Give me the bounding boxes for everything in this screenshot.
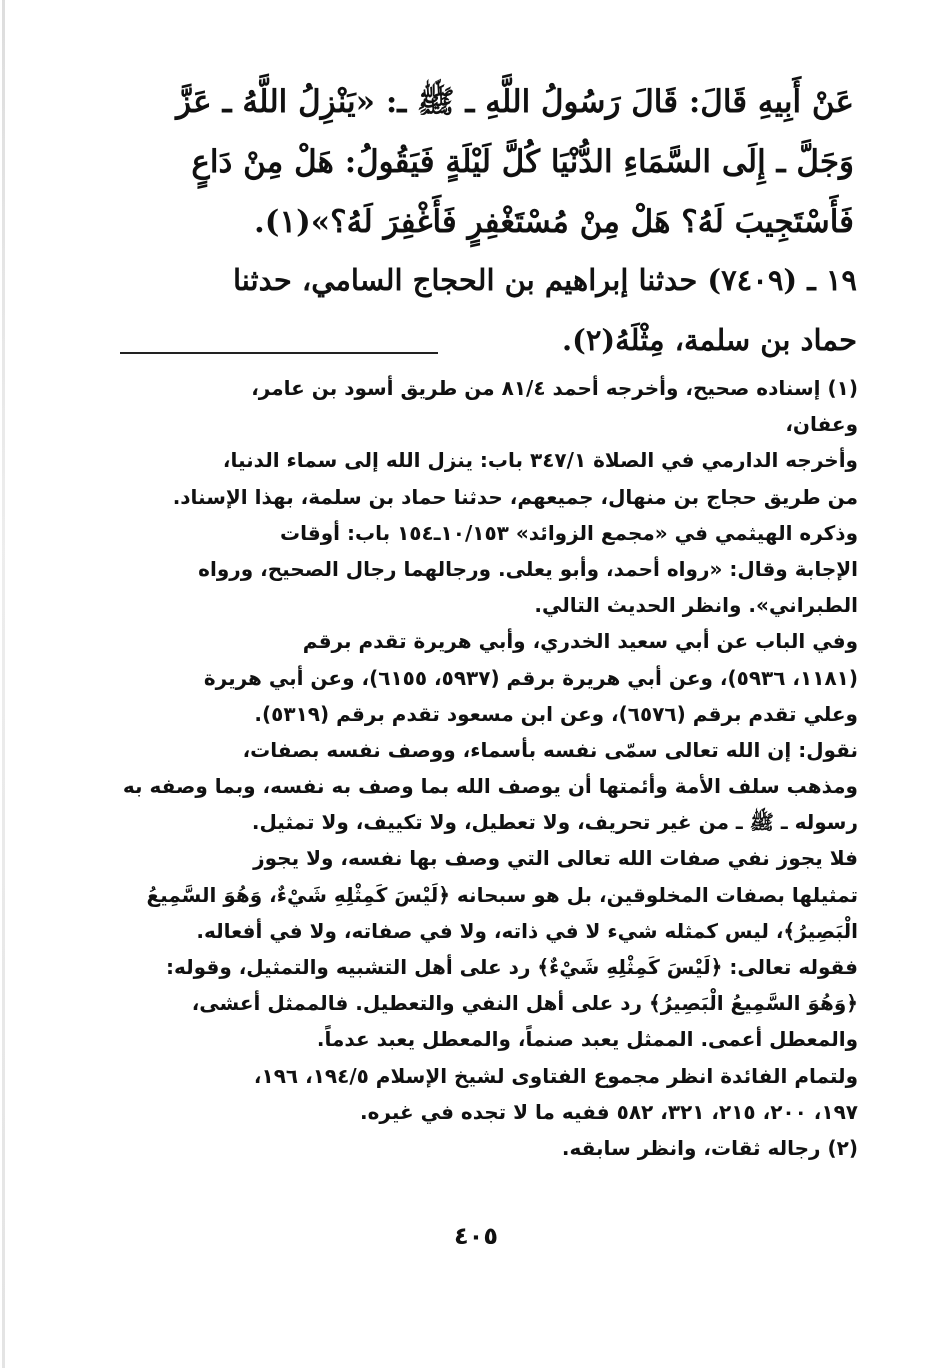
footnote-line: تمثيلها بصفات المخلوقين، بل هو سبحانه ﴿لَيْسَ كَمِثْلِهِ شَيْءٌ، وَهُوَ السَّمِيعُ [146,882,858,907]
footnote-line: الإجابة وقال: «رواه أحمد، وأبو يعلى. ورجالهما رجال الصحيح، ورواه [198,556,858,581]
narration-line: ١٩ ـ (٧٤٠٩) حدثنا إبراهيم بن الحجاج السامي، حدثنا [232,263,857,297]
footnote-line: وأخرجه الدارمي في الصلاة ٣٤٧/١ باب: ينزل الله إلى سماء الدنيا، [222,448,858,473]
footnote-line: وعلي تقدم برقم (٦٥٧٦)، وعن ابن مسعود تقدم برقم (٥٣١٩). [254,701,858,726]
footnote-line: الْبَصِيرُ﴾، ليس كمثله شيء لا في ذاته، ولا في صفاته، ولا في أفعاله. [196,918,858,943]
footnotes-section [118,370,858,1166]
footnote-line: ومذهب سلف الأمة وأئمتها أن يوصف الله بما وصف به نفسه، وبما وصفه به [122,774,858,799]
hadith-line: فَأَسْتَجِيبَ لَهُ؟ هَلْ مِنْ مُسْتَغْفِرٍ فَأَغْفِرَ لَهُ؟»(١). [253,204,854,240]
footnote-line: الطبراني». وانظر الحديث التالي. [534,593,858,618]
hadith-line: وَجَلَّ ـ إِلَى السَّمَاءِ الدُّنْيَا كُلَّ لَيْلَةٍ فَيَقُولُ: هَلْ مِنْ دَاعٍ [191,144,854,180]
footnote-line: رسوله ـ ﷺ ـ من غير تحريف، ولا تعطيل، ولا تكييف، ولا تمثيل. [251,810,858,835]
footnote-line: وذكره الهيثمي في «مجمع الزوائد» ١٠/١٥٣ـ١٥٤ باب: أوقات [280,520,858,545]
footnote-line: (١١٨١، ٥٩٣٦)، وعن أبي هريرة برقم (٥٩٣٧، ٦١٥٥)، وعن أبي هريرة [203,665,858,690]
narration-line: حماد بن سلمة، مِثْلَهُ(٢). [561,323,857,357]
hadith-text [140,72,854,252]
page-number: ٤٠٥ [454,1222,498,1250]
scan-edge-shadow [2,0,5,1368]
footnote-line: فلا يجوز نفي صفات الله تعالى التي وصف بها نفسه، ولا يجوز [253,846,858,871]
footnote-line: (٢) رجاله ثقات، وانظر سابقه. [561,1135,858,1160]
footnote-line: والمعطل أعمى. الممثل يعبد صنماً، والمعطل يعبد عدماً. [316,1027,858,1052]
footnote-line: فقوله تعالى: ﴿لَيْسَ كَمِثْلِهِ شَيْءٌ﴾ رد على أهل التشبيه والتمثيل، وقوله: [166,955,858,979]
hadith-line: عَنْ أَبِيهِ قَالَ: قَالَ رَسُولُ اللَّهِ ـ ﷺ ـ: «يَنْزِلُ اللَّهُ ـ عَزَّ [176,84,854,120]
footnote-line: ﴿وَهُوَ السَّمِيعُ الْبَصِيرُ﴾ رد على أهل النفي والتعطيل. فالممثل أعشى، [191,991,858,1016]
footnote-line: من طريق حجاج بن منهال، جميعهم، حدثنا حماد بن سلمة، بهذا الإسناد. [172,484,858,509]
footnote-line: ١٩٧، ٢٠٠، ٢١٥، ٣٢١، ٥٨٢ ففيه ما لا تجده في غيره. [359,1099,858,1124]
footnote-line: وفي الباب عن أبي سعيد الخدري، وأبي هريرة تقدم برقم [302,629,858,654]
footnote-line: نقول: إن الله تعالى سمّى نفسه بأسماء، ووصف نفسه بصفات، [242,737,858,762]
footnote-line: ولتمام الفائدة انظر مجموع الفتاوى لشيخ الإسلام ١٩٤/٥، ١٩٦، [253,1063,858,1088]
footnote-line: (١) إسناده صحيح، وأخرجه أحمد ٨١/٤ من طريق أسود بن عامر، [251,376,858,400]
footnote-divider [120,352,438,354]
footnote-line: وعفان، [785,412,858,437]
